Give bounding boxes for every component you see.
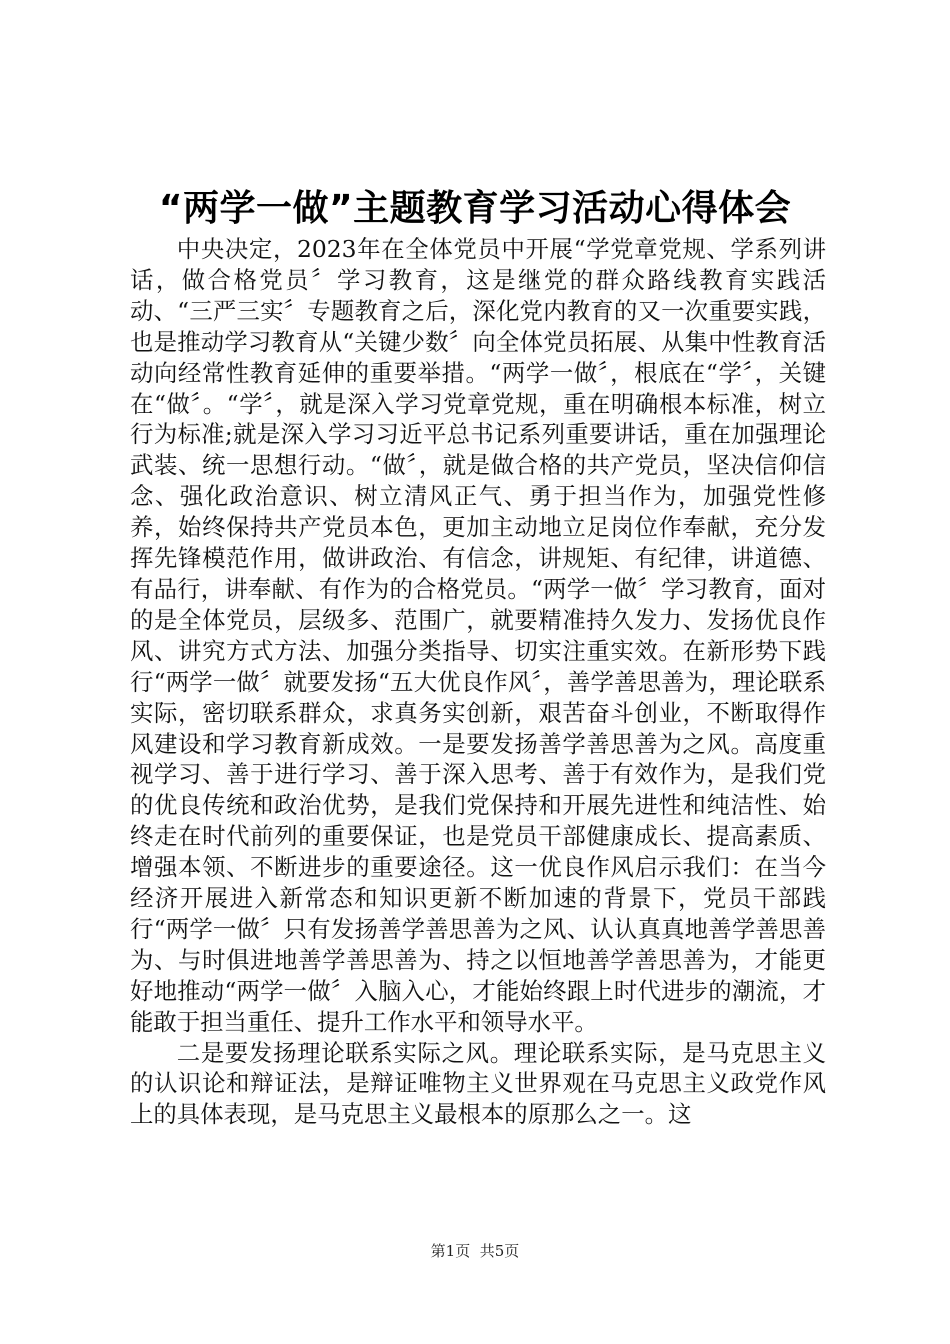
document-body bbox=[130, 234, 826, 1130]
paragraph-2: 二是要发扬理论联系实际之风。理论联系实际，是马克思主义的认识论和辩证法，是辩证唯物主义世界观在马克思主义政党作风上的具体表现，是马克思主义最根本的原那么之一。这 bbox=[130, 1038, 826, 1129]
paragraph-1: 中央决定，2023年在全体党员中开展“学党章党规、学系列讲话，做合格党员〞学习教育，这是继党的群众路线教育实践活动、“三严三实〞专题教育之后，深化党内教育的又一次重要实践，也是推动学习教育从“关键少数〞向全体党员拓展、从集中性教育活动向经常性教育延伸的重要举措。“两学一做〞，根底在“学〞，关键在“做〞。“学〞，就是深入学习党章党规，重在明确根本标准，树立行为标准;就是深入学习习近平总书记系列重要讲话，重在加强理论武装、统一思想行动。“做〞，就是做合格的共产党员，坚决信仰信念、强化政治意识、树立清风正气、勇于担当作为，加强党性修养，始终保持共产党员本色，更加主动地立足岗位作奉献，充分发挥先锋模范作用，做讲政治、有信念，讲规矩、有纪律，讲道德、有品行，讲奉献、有作为的合格党员。“两学一做〞学习教育，面对的是全体党员，层级多、范围广，就要精准持久发力、发扬优良作风、讲究方式方法、加强分类指导、切实注重实效。在新形势下践行“两学一做〞就要发扬“五大优良作风〞，善学善思善为，理论联系实际，密切联系群众，求真务实创新，艰苦奋斗创业，不断取得作风建设和学习教育新成效。一是要发扬善学善思善为之风。高度重视学习、善于进行学习、善于深入思考、善于有效作为，是我们党的优良传统和政治优势，是我们党保持和开展先进性和纯洁性、始终走在时代前列的重要保证，也是党员干部健康成长、提高素质、增强本领、不断进步的重要途径。这一优良作风启示我们：在当今经济开展进入新常态和知识更新不断加速的背景下，党员干部践行“两学一做〞只有发扬善学善思善为之风、认认真真地善学善思善为、与时俱进地善学善思善为、持之以恒地善学善思善为，才能更好地推动“两学一做〞入脑入心，才能始终跟上时代进步的潮流，才能敢于担当重任、提升工作水平和领导水平。 bbox=[130, 235, 826, 1036]
page-footer bbox=[0, 1241, 950, 1261]
page-number: 第1页 bbox=[430, 1242, 471, 1260]
footer-spacer bbox=[470, 1242, 480, 1260]
page-total: 共5页 bbox=[479, 1242, 520, 1260]
document-title: “两学一做”主题教育学习活动心得体会 bbox=[158, 188, 792, 229]
